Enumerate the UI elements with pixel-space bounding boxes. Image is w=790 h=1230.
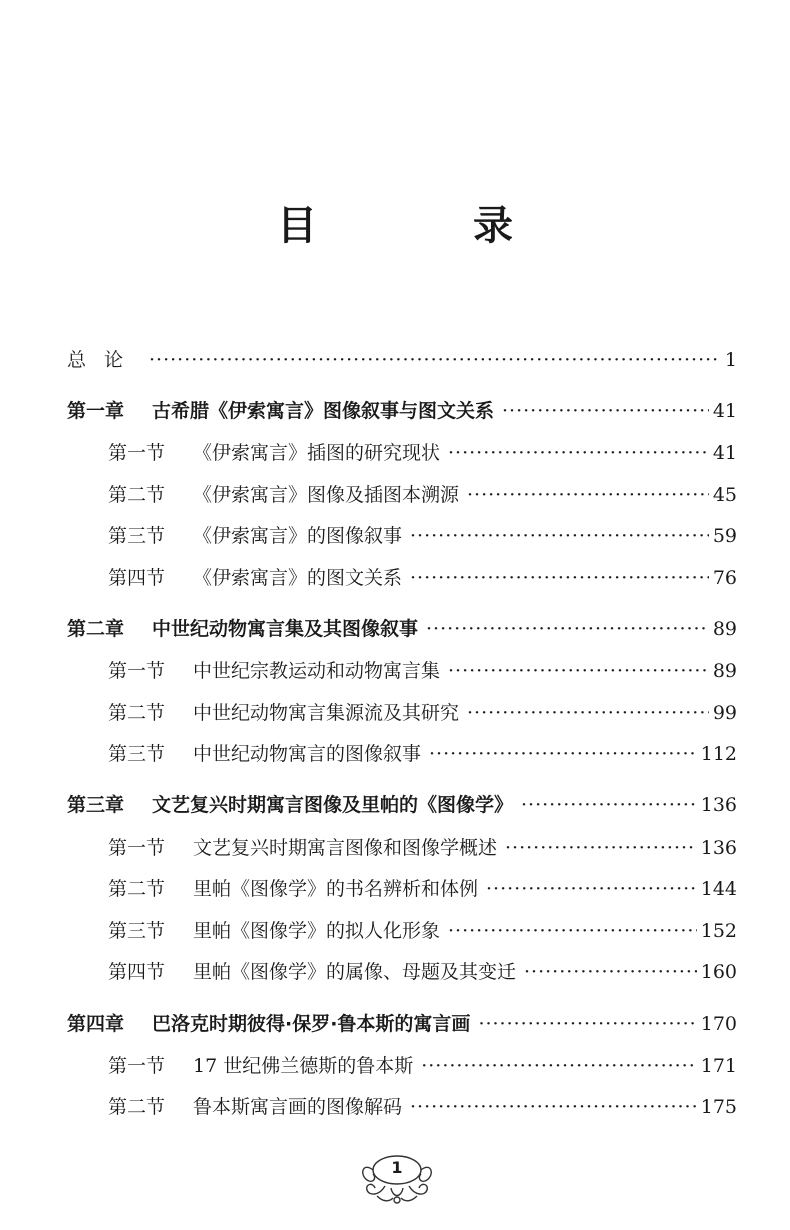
toc-entry-label: 第一章 xyxy=(67,400,125,422)
dot-leader xyxy=(524,954,697,990)
dot-leader xyxy=(478,1006,696,1042)
toc-entry-title: 里帕《图像学》的拟人化形象 xyxy=(193,920,441,942)
toc-section-4-1[interactable] xyxy=(108,1048,737,1084)
toc-entry-title: 中世纪动物寓言集源流及其研究 xyxy=(193,702,460,724)
toc-entry-title: 中世纪宗教运动和动物寓言集 xyxy=(193,660,441,682)
toc-entry-title: 《伊索寓言》的图像叙事 xyxy=(193,525,403,547)
toc-entry-title: 《伊索寓言》插图的研究现状 xyxy=(193,442,441,464)
toc-entry-title: 中世纪动物寓言集及其图像叙事 xyxy=(152,618,419,640)
toc-entry-title: 鲁本斯寓言画的图像解码 xyxy=(193,1096,403,1118)
toc-entry-label: 第三章 xyxy=(67,794,125,816)
toc-section-1-3[interactable] xyxy=(108,518,737,554)
toc-entry-label: 总论 xyxy=(67,349,142,371)
dot-leader xyxy=(467,477,709,513)
toc-entry-title: 《伊索寓言》图像及插图本溯源 xyxy=(193,484,460,506)
toc-entry-title: 古希腊《伊索寓言》图像叙事与图文关系 xyxy=(152,400,495,422)
dot-leader xyxy=(521,787,697,823)
dot-leader xyxy=(410,1089,697,1125)
toc-section-2-2[interactable] xyxy=(108,695,737,731)
dot-leader xyxy=(505,830,697,866)
toc-chapter-3[interactable] xyxy=(67,787,737,823)
toc-section-3-2[interactable] xyxy=(108,871,737,907)
toc-entry-label: 第四章 xyxy=(67,1013,125,1035)
toc-entry-page: 112 xyxy=(700,743,737,765)
toc-section-4-2[interactable] xyxy=(108,1089,737,1125)
toc-entry-label: 第二节 xyxy=(108,484,166,506)
toc-entry-title: 里帕《图像学》的属像、母题及其变迁 xyxy=(193,961,517,983)
dot-leader xyxy=(429,736,697,772)
page-number: 1 xyxy=(391,1158,403,1177)
toc-section-2-3[interactable] xyxy=(108,736,737,772)
toc-entry-label: 第二章 xyxy=(67,618,125,640)
toc-entry-page: 1 xyxy=(724,349,737,371)
toc-entry-page: 144 xyxy=(700,878,737,900)
dot-leader xyxy=(421,1048,697,1084)
dot-leader xyxy=(410,560,709,596)
toc-entry-title: 中世纪动物寓言的图像叙事 xyxy=(193,743,422,765)
toc-section-2-1[interactable] xyxy=(108,653,737,689)
toc-entry-page: 89 xyxy=(712,660,737,682)
dot-leader xyxy=(448,913,697,949)
toc-entry-title: 巴洛克时期彼得·保罗·鲁本斯的寓言画 xyxy=(152,1013,471,1035)
toc-entry-page: 136 xyxy=(700,837,737,859)
toc-chapter-2[interactable] xyxy=(67,611,737,647)
dot-leader xyxy=(426,611,709,647)
toc-entry-label: 第三节 xyxy=(108,525,166,547)
toc-entry-page: 99 xyxy=(712,702,737,724)
toc-entry-page: 160 xyxy=(700,961,737,983)
toc-entry-page: 152 xyxy=(700,920,737,942)
toc-entry-page: 59 xyxy=(712,525,737,547)
toc-entry-label: 第一节 xyxy=(108,660,166,682)
dot-leader xyxy=(467,695,709,731)
dot-leader xyxy=(410,518,709,554)
toc-chapter-1[interactable] xyxy=(67,393,737,429)
toc-entry-title: 里帕《图像学》的书名辨析和体例 xyxy=(193,878,479,900)
toc-entry-title: 文艺复兴时期寓言图像及里帕的《图像学》 xyxy=(152,794,514,816)
page-title: 目 录 xyxy=(277,203,571,249)
dot-leader xyxy=(502,393,709,429)
toc-entry-label: 第二节 xyxy=(108,1096,166,1118)
toc-section-1-4[interactable] xyxy=(108,560,737,596)
dot-leader xyxy=(448,653,709,689)
toc-entry-page: 41 xyxy=(712,400,737,422)
toc-entry-title: 文艺复兴时期寓言图像和图像学概述 xyxy=(193,837,498,859)
toc-section-1-1[interactable] xyxy=(108,435,737,471)
dot-leader xyxy=(486,871,697,907)
toc-section-3-4[interactable] xyxy=(108,954,737,990)
toc-entry-title: 《伊索寓言》的图文关系 xyxy=(193,567,403,589)
toc-entry-page: 45 xyxy=(712,484,737,506)
toc-entry-page: 170 xyxy=(700,1013,737,1035)
toc-entry-page: 89 xyxy=(712,618,737,640)
toc-entry-label: 第三节 xyxy=(108,743,166,765)
toc-entry-page: 171 xyxy=(700,1055,737,1077)
toc-entry-label: 第四节 xyxy=(108,567,166,589)
toc-entry-label: 第一节 xyxy=(108,1055,166,1077)
toc-chapter-4[interactable] xyxy=(67,1006,737,1042)
toc-entry-page: 41 xyxy=(712,442,737,464)
toc-entry-label: 第一节 xyxy=(108,837,166,859)
dot-leader xyxy=(448,435,709,471)
toc-entry-page: 175 xyxy=(700,1096,737,1118)
toc-entry-label: 第二节 xyxy=(108,702,166,724)
toc-entry-label: 第三节 xyxy=(108,920,166,942)
toc-entry-label: 第四节 xyxy=(108,961,166,983)
toc-entry-title: 17 世纪佛兰德斯的鲁本斯 xyxy=(193,1055,414,1077)
toc-section-3-1[interactable] xyxy=(108,830,737,866)
toc-entry-page: 136 xyxy=(700,794,737,816)
toc-section-3-3[interactable] xyxy=(108,913,737,949)
toc-entry-label: 第一节 xyxy=(108,442,166,464)
dot-leader xyxy=(149,342,719,378)
toc-entry-page: 76 xyxy=(712,567,737,589)
toc-section-1-2[interactable] xyxy=(108,477,737,513)
toc-entry-label: 第二节 xyxy=(108,878,166,900)
toc-entry-zonglun[interactable] xyxy=(67,342,737,378)
